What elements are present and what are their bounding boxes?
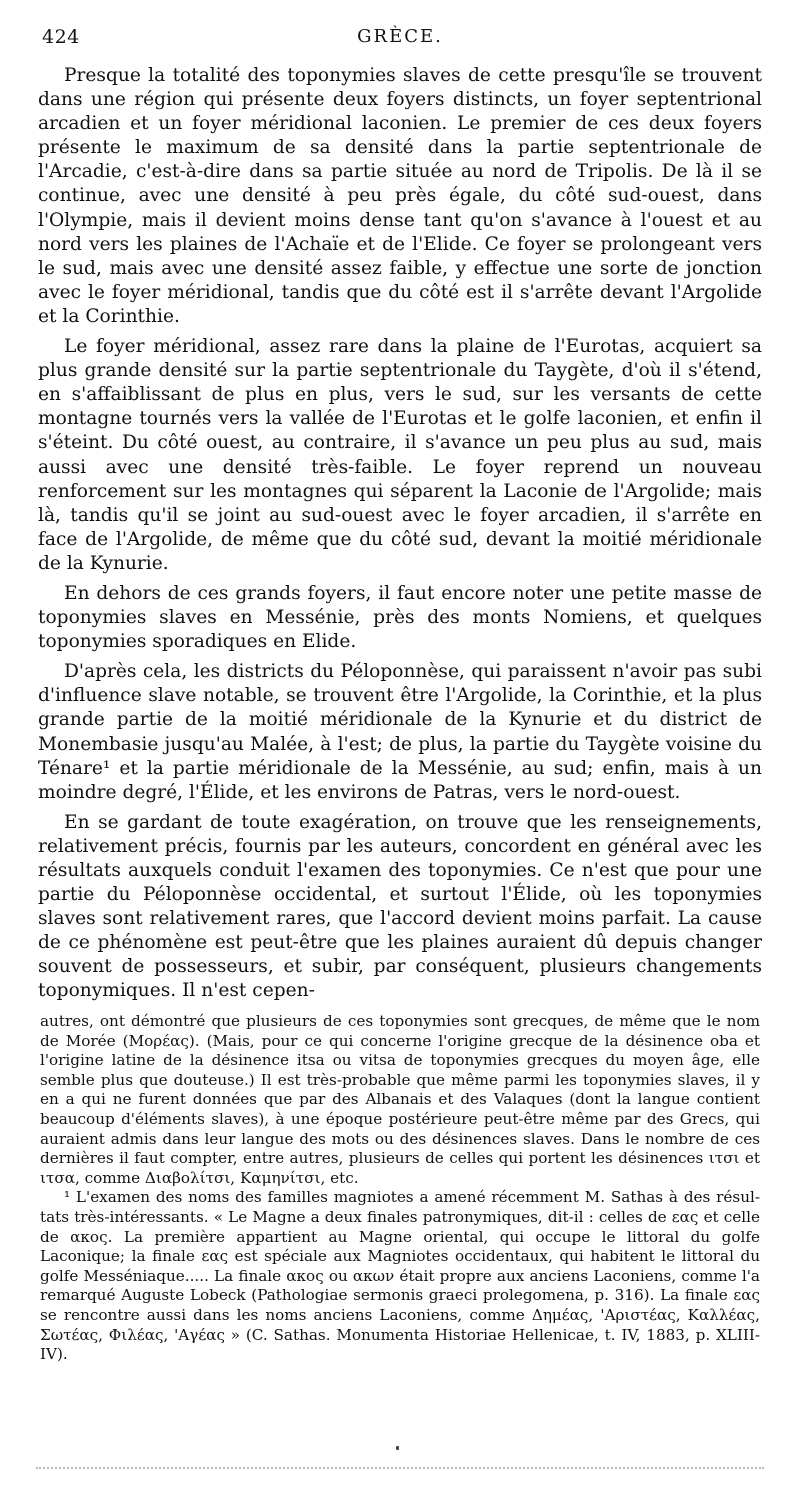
footnotes [40, 1012, 760, 1365]
footnote-continuation: autres, ont démontré que plusieurs de ces toponymies sont grecques, de même que le nom de Morée (Μορέας). (Mais, pour ce qui concerne l'origine grecque de la désinence oba et l'origine latine de la désinence itsa ou vitsa de toponymies grecques du moyen âge, elle semble plus que douteuse.) Il est très-probable que même parmi les toponymies slaves, il y en a qui ne furent données que par des Albanais et des Valaques (dont la langue contient beaucoup d'éléments slaves), à une époque postérieure peut-être même par des Grecs, qui auraient admis dans leur langue des mots ou des désinences slaves. Dans le nombre de ces dernières il faut compter, entre autres, plusieurs de celles qui portent les désinences ιτσι et ιτσα, comme Διαβολίτσι, Καμηνίτσι, etc. [40, 1012, 760, 1187]
print-mark [396, 1446, 399, 1450]
paragraph: Le foyer méridional, assez rare dans la plaine de l'Eurotas, acquiert sa plus grande densité sur la partie septentrionale du Taygète, d'où il s'étend, en s'affaiblissant de plus en plus, vers le sud, sur les versants de cette montagne tournés vers la vallée de l'Eurotas et le golfe laconien, et enfin il s'éteint. Du côté ouest, au contraire, il s'avance un peu plus au sud, mais aussi avec une densité très-faible. Le foyer reprend un nouveau renforcement sur les montagnes qui séparent la Laconie de l'Argolide; mais là, tandis qu'il se joint au sud-ouest avec le foyer arcadien, il s'arrête en face de l'Argolide, de même que du côté sud, devant la moitié méridionale de la Kynurie. [38, 336, 762, 574]
footnote-1: ¹ L'examen des noms des familles magniotes a amené récemment M. Sathas à des résultats très-intéressants. « Le Magne a deux finales patronymiques, dit-il : celles de εας et celle de ακος. La première appartient au Magne oriental, qui occupe le littoral du golfe Laconique; la finale εας est spéciale aux Magniotes occidentaux, qui habitent le littoral du golfe Messéniaque..... La finale ακος ou ακων était propre aux anciens Laconiens, comme l'a remarqué Auguste Lobeck (Pathologiae sermonis graeci prolegomena, p. 316). La finale εας se rencontre aussi dans les noms anciens Laconiens, comme Δημέας, 'Αριστέας, Καλλέας, Σωτέας, Φιλέας, 'Αγέας » (C. Sathas. Monumenta Historiae Hellenicae, t. IV, 1883, p. XLIII-IV). [40, 1188, 760, 1364]
page-number: 424 [42, 26, 80, 48]
paragraph: D'après cela, les districts du Péloponnèse, qui paraissent n'avoir pas subi d'influence slave notable, se trouvent être l'Argolide, la Corinthie, et la plus grande partie de la moitié méridionale de la Kynurie et du district de Monembasie jusqu'au Malée, à l'est; de plus, la partie du Taygète voisine du Ténare¹ et la partie méridionale de la Messénie, au sud; enfin, mais à un moindre degré, l'Élide, et les environs de Patras, vers le nord-ouest. [38, 661, 762, 803]
bottom-scan-edge [36, 1467, 764, 1469]
paragraph: En dehors de ces grands foyers, il faut encore noter une petite masse de toponymies slaves en Messénie, près des monts Nomiens, et quelques toponymies sporadiques en Elide. [38, 582, 762, 653]
page-header [42, 26, 758, 54]
paragraph: En se gardant de toute exagération, on trouve que les renseignements, relativement précis, fournis par les auteurs, concordent en général avec les résultats auxquels conduit l'examen des toponymies. Ce n'est que pour une partie du Péloponnèse occidental, et surtout l'Élide, où les toponymies slaves sont relativement rares, que l'accord devient moins parfait. La cause de ce phénomène est peut-être que les plaines auraient dû depuis changer souvent de possesseurs, et subir, par conséquent, plusieurs changements toponymiques. Il n'est cepen- [38, 811, 762, 1002]
main-text [38, 64, 762, 1010]
paragraph: Presque la totalité des toponymies slaves de cette presqu'île se trouvent dans une région qui présente deux foyers distincts, un foyer septentrional arcadien et un foyer méridional laconien. Le premier de ces deux foyers présente le maximum de sa densité dans la partie septentrionale de l'Arcadie, c'est-à-dire dans sa partie située au nord de Tripolis. De là il se continue, avec une densité à peu près égale, du côté sud-ouest, dans l'Olympie, mais il devient moins dense tant qu'on s'avance à l'ouest et au nord vers les plaines de l'Achaïe et de l'Elide. Ce foyer se prolongeant vers le sud, mais avec une densité assez faible, y effectue une sorte de jonction avec le foyer méridional, tandis que du côté est il s'arrête devant l'Argolide et la Corinthie. [38, 65, 762, 327]
running-title: GRÈCE. [357, 26, 443, 47]
